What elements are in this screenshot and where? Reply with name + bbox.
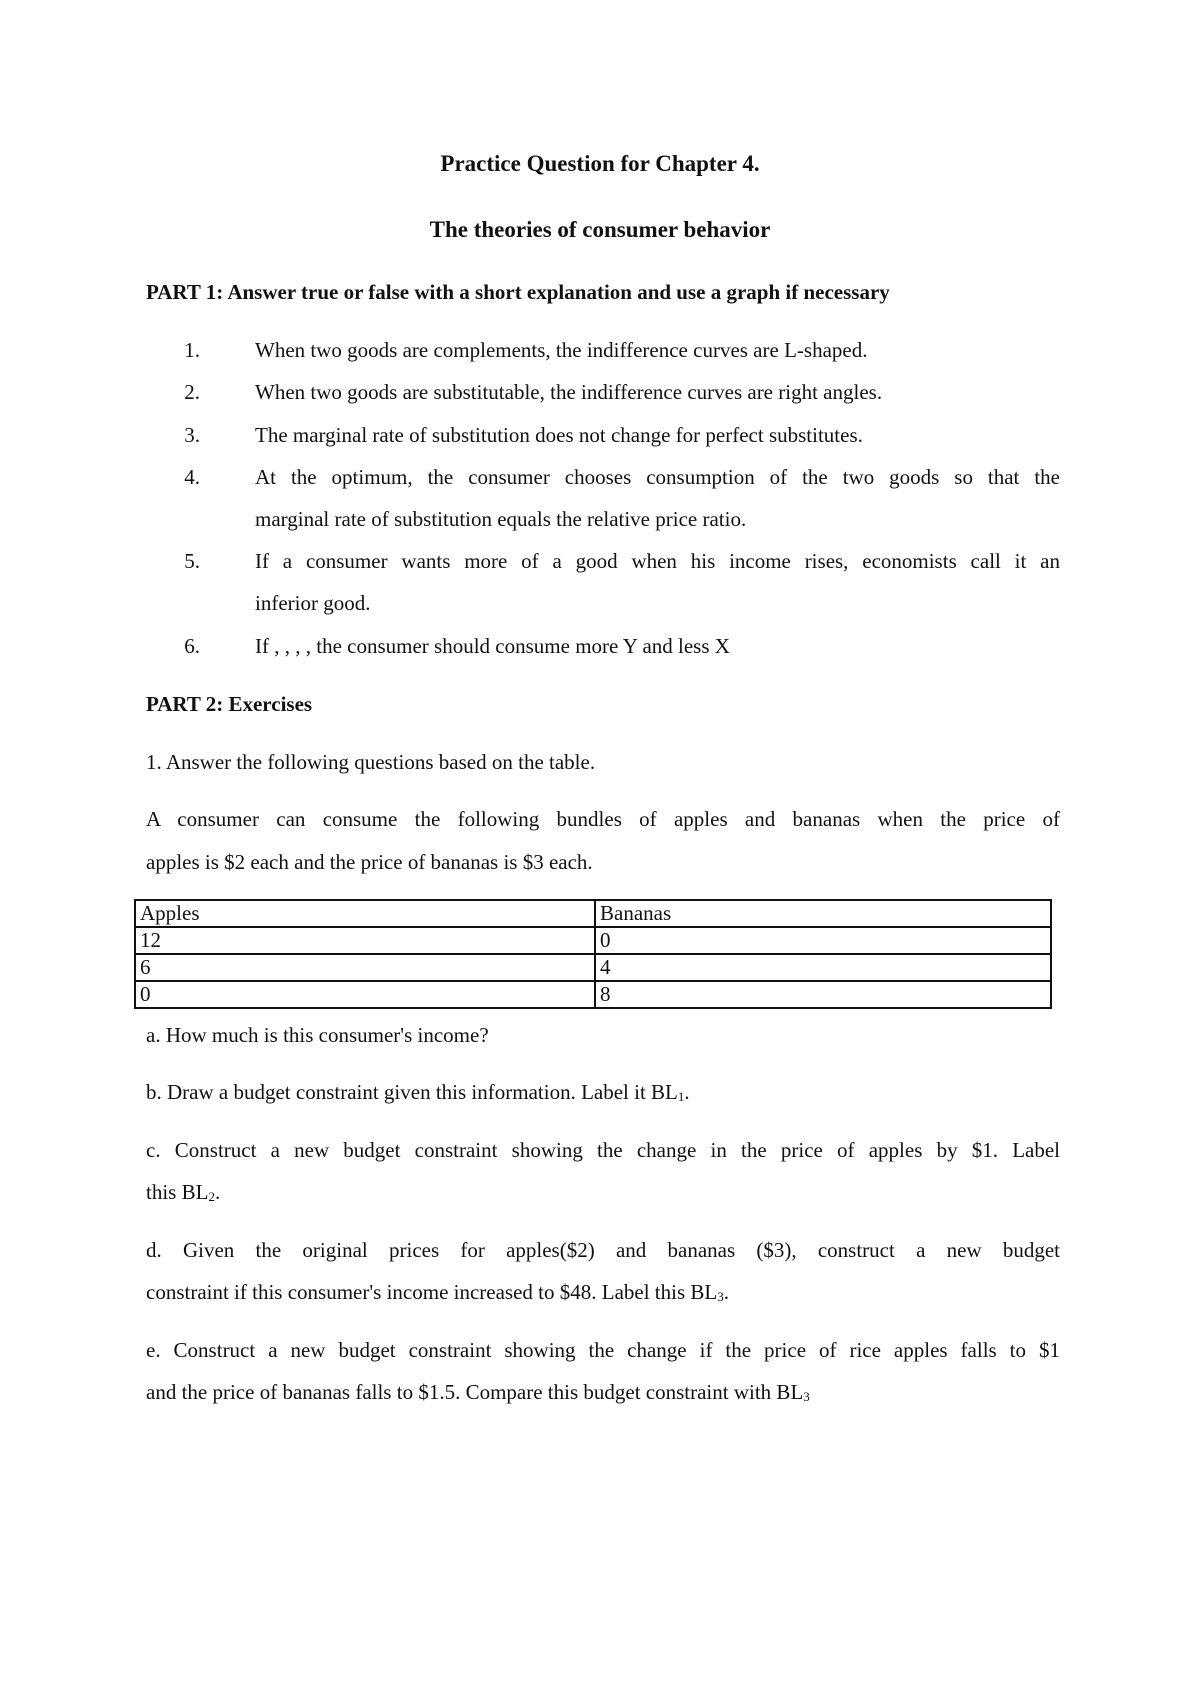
question-d: d. Given the original prices for apples($2) and bananas ($3), construct a new budget	[146, 1238, 1060, 1262]
list-item-text-continued: inferior good.	[255, 591, 371, 615]
question-c: c. Construct a new budget constraint showing the change in the price of apples by $1. Label	[146, 1138, 1060, 1162]
document-title: Practice Question for Chapter 4.	[440, 151, 760, 176]
list-item-text: At the optimum, the consumer chooses consumption of the two goods so that the	[255, 465, 1060, 489]
question-c-subscript: 2	[208, 1189, 215, 1204]
table-row	[135, 927, 1051, 954]
question-1-text: A consumer can consume the following bundles of apples and bananas when the price of	[146, 807, 1060, 831]
list-item-text: The marginal rate of substitution does not change for perfect substitutes.	[255, 423, 863, 447]
table-cell: 12	[135, 927, 595, 954]
bundles-table	[134, 899, 1052, 1009]
table-cell: 6	[135, 954, 595, 981]
list-item-number: 6.	[184, 634, 200, 658]
list-item-number: 2.	[184, 380, 200, 404]
list-item-number: 5.	[184, 549, 200, 573]
question-d-continued	[146, 1280, 729, 1305]
table-cell: 4	[595, 954, 1051, 981]
list-item-number: 1.	[184, 338, 200, 362]
table-cell: 0	[595, 927, 1051, 954]
list-item-text: If , , , , the consumer should consume more Y and less X	[255, 634, 730, 658]
question-d-end: .	[723, 1280, 729, 1304]
question-e-continued	[146, 1380, 810, 1405]
question-e: e. Construct a new budget constraint showing the change if the price of rice apples falls to $1	[146, 1338, 1060, 1362]
part2-heading: PART 2: Exercises	[146, 692, 313, 716]
question-e-subscript: 3	[803, 1389, 810, 1404]
list-item-number: 4.	[184, 465, 200, 489]
table-row	[135, 954, 1051, 981]
list-item-text: If a consumer wants more of a good when his income rises, economists call it an	[255, 549, 1060, 573]
list-item-text: When two goods are substitutable, the indifference curves are right angles.	[255, 380, 883, 404]
question-c-continued	[146, 1180, 220, 1205]
question-b-text: b. Draw a budget constraint given this information. Label it BL	[146, 1080, 678, 1104]
table-header-bananas: Bananas	[595, 900, 1051, 927]
question-b-end: .	[684, 1080, 690, 1104]
list-item-text-continued: marginal rate of substitution equals the relative price ratio.	[255, 507, 747, 531]
question-c-end: .	[214, 1180, 221, 1204]
question-1-text-continued: apples is $2 each and the price of bananas is $3 each.	[146, 850, 593, 874]
table-header-row	[135, 900, 1051, 927]
question-b	[146, 1080, 690, 1105]
table-cell: 0	[135, 981, 595, 1008]
question-e-text: and the price of bananas falls to $1.5. Compare this budget constraint with BL	[146, 1380, 804, 1404]
document-subtitle: The theories of consumer behavior	[429, 217, 771, 242]
question-b-subscript: 1	[677, 1089, 685, 1104]
table-header-apples: Apples	[135, 900, 595, 927]
question-1-intro: 1. Answer the following questions based on the table.	[146, 750, 596, 774]
question-d-text: constraint if this consumer's income increased to $48. Label this BL	[146, 1280, 718, 1304]
table-row	[135, 981, 1051, 1008]
list-item-text: When two goods are complements, the indifference curves are L-shaped.	[255, 338, 868, 362]
part1-heading: PART 1: Answer true or false with a short explanation and use a graph if necessary	[146, 280, 890, 304]
table-cell: 8	[595, 981, 1051, 1008]
question-a: a. How much is this consumer's income?	[146, 1023, 489, 1047]
list-item-number: 3.	[184, 423, 200, 447]
question-c-text: this BL	[146, 1180, 209, 1204]
question-d-subscript: 3	[717, 1289, 724, 1304]
